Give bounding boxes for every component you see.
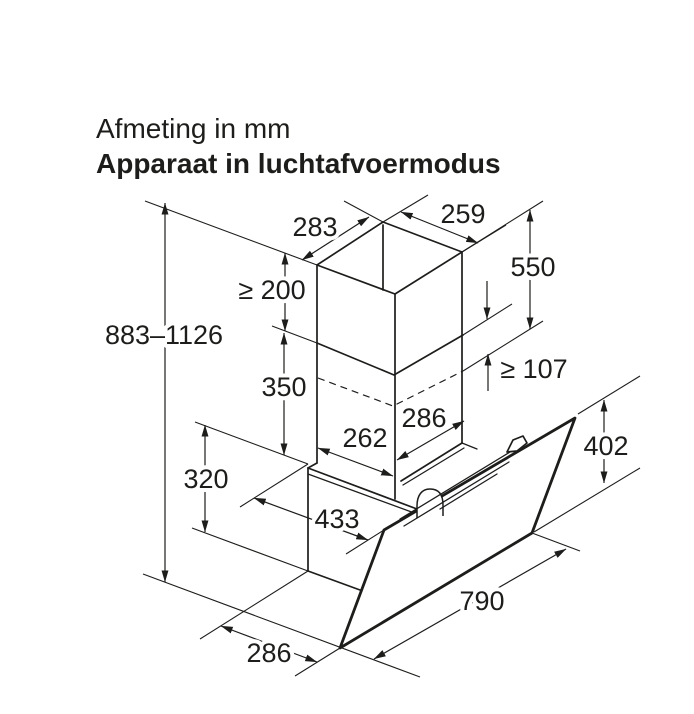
flue-duct bbox=[317, 222, 463, 499]
dim-flue-base-width: 262 bbox=[342, 423, 388, 453]
dim-body-height: 320 bbox=[183, 464, 229, 494]
handle-bump bbox=[417, 489, 443, 518]
unit-note: Afmeting in mm bbox=[96, 113, 291, 144]
flue-section-joint bbox=[317, 335, 463, 375]
dim-hood-width: 790 bbox=[459, 586, 505, 616]
dim-flue-base-depth: 286 bbox=[401, 403, 447, 433]
dim-flue-upper-height: 550 bbox=[510, 252, 556, 282]
dim-flue-top-width: 283 bbox=[292, 212, 338, 242]
dim-flue-top-depth: 259 bbox=[440, 199, 486, 229]
dim-flue-lower-height: 350 bbox=[261, 372, 307, 402]
dim-ceiling-clearance: ≥ 200 bbox=[238, 275, 306, 305]
flue-hidden-edge bbox=[318, 371, 463, 406]
dim-mounting-height: 883–1126 bbox=[104, 320, 224, 350]
page-title: Apparaat in luchtafvoermodus bbox=[96, 148, 501, 179]
dim-wall-clearance-depth: 286 bbox=[246, 638, 292, 668]
dim-panel-height: 402 bbox=[583, 431, 629, 461]
dim-body-depth: 433 bbox=[314, 504, 360, 534]
dim-flue-min-overlap: ≥ 107 bbox=[500, 354, 568, 384]
flue-top-opening bbox=[317, 222, 462, 294]
